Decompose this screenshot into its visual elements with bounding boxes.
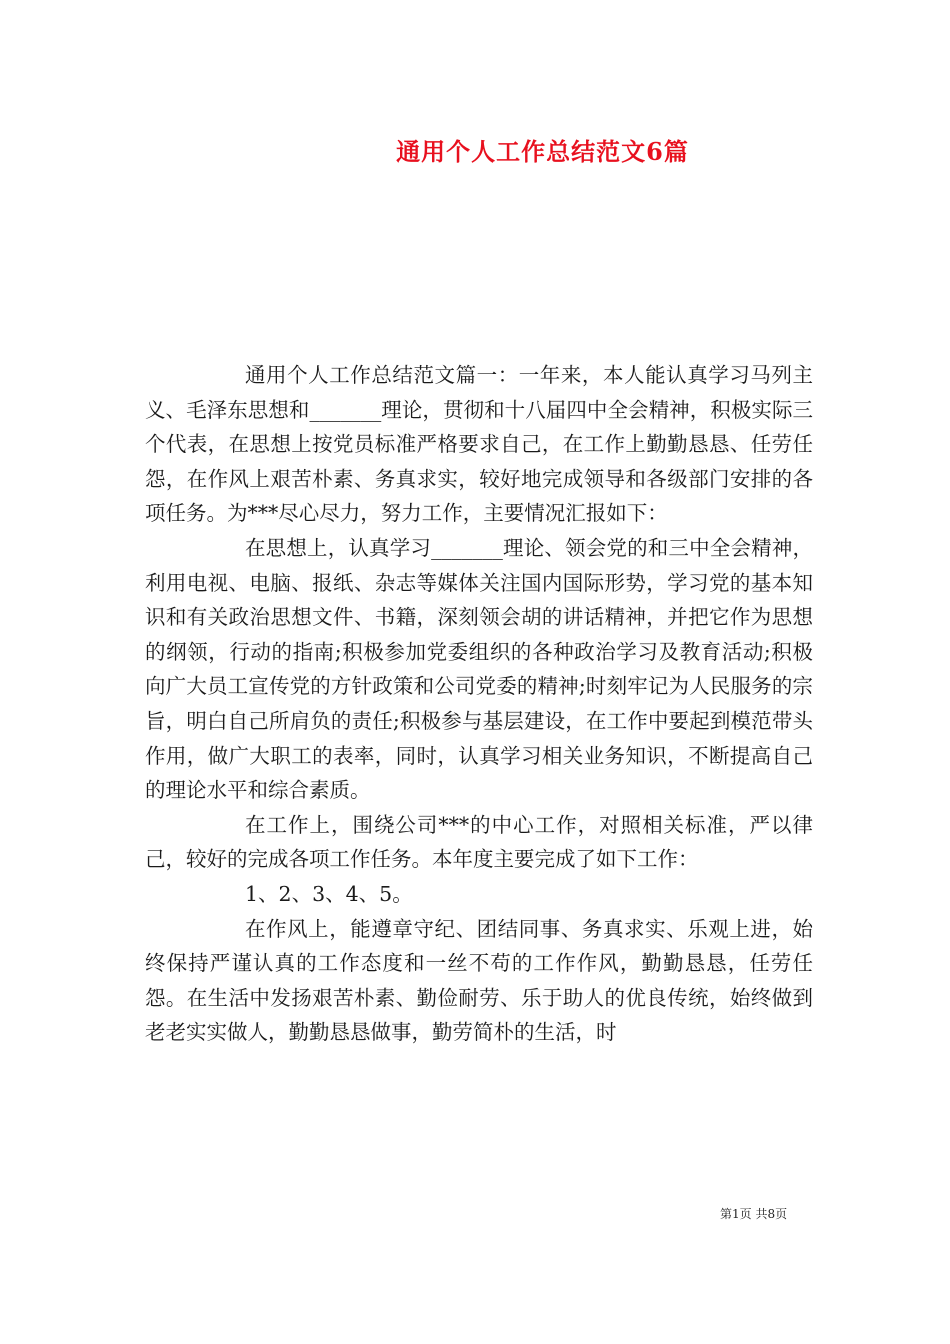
paragraph-work: 在工作上，围绕公司***的中心工作，对照相关标准，严以律己，较好的完成各项工作任务。本年度主要完成了如下工作： xyxy=(145,812,813,872)
paragraph-intro: 通用个人工作总结范文篇一：一年来，本人能认真学习马列主义、毛泽东思想和_______理论，贯彻和十八届四中全会精神，积极实际三个代表，在思想上按党员标准严格要求自己，在工作上勤勤恳恳、任劳任怨，在作风上艰苦朴素、务真求实，较好地完成领导和各级部门安排的各项任务。为***尽心尽力，努力工作，主要情况汇报如下： xyxy=(145,363,813,526)
paragraph-style: 在作风上，能遵章守纪、团结同事、务真求实、乐观上进，始终保持严谨认真的工作态度和一丝不苟的工作作风，勤勤恳恳，任劳任怨。在生活中发扬艰苦朴素、勤俭耐劳、乐于助人的优良传统，始终做到老老实实做人，勤勤恳恳做事，勤劳简朴的生活，时 xyxy=(145,916,813,1045)
document-body xyxy=(145,358,813,1050)
paragraph-ideology: 在思想上，认真学习_______理论、领会党的和三中全会精神，利用电视、电脑、报纸、杂志等媒体关注国内国际形势，学习党的基本知识和有关政治思想文件、书籍，深刻领会胡的讲话精神，并把它作为思想的纲领，行动的指南;积极参加党委组织的各种政治学习及教育活动;积极向广大员工宣传党的方针政策和公司党委的精神;时刻牢记为人民服务的宗旨，明白自己所肩负的责任;积极参与基层建设，在工作中要起到模范带头作用，做广大职工的表率，同时，认真学习相关业务知识，不断提高自己的理论水平和综合素质。 xyxy=(145,535,813,803)
document-title: 通用个人工作总结范文6篇 xyxy=(396,137,689,166)
page-number: 第1页 共8页 xyxy=(720,1207,788,1221)
paragraph-work-items: 1、2、3、4、5。 xyxy=(245,881,413,906)
